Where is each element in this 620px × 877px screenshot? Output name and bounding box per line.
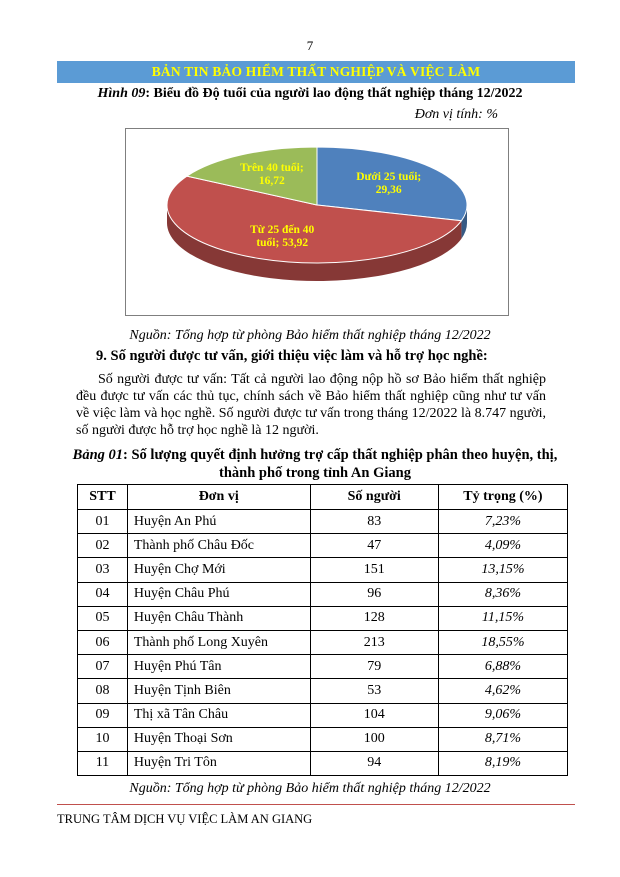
cell-unit: Thành phố Long Xuyên <box>127 630 310 654</box>
figure-unit: Đơn vị tính: % <box>414 107 498 122</box>
section-9-paragraph <box>76 371 546 439</box>
cell-unit: Huyện Tri Tôn <box>127 751 310 775</box>
table-row <box>78 558 568 582</box>
header-share: Tỷ trọng (%) <box>438 485 567 510</box>
cell-stt: 08 <box>78 679 128 703</box>
cell-unit: Huyện Phú Tân <box>127 655 310 679</box>
cell-unit: Huyện Châu Phú <box>127 582 310 606</box>
footer-organization: TRUNG TÂM DỊCH VỤ VIỆC LÀM AN GIANG <box>57 812 313 826</box>
cell-stt: 02 <box>78 534 128 558</box>
cell-count: 47 <box>310 534 438 558</box>
cell-count: 100 <box>310 727 438 751</box>
pie-label-2: Trên 40 tuổi; 16,72 <box>240 161 304 187</box>
cell-count: 104 <box>310 703 438 727</box>
cell-count: 96 <box>310 582 438 606</box>
bulletin-banner: BẢN TIN BẢO HIỂM THẤT NGHIỆP VÀ VIỆC LÀM <box>57 61 575 83</box>
cell-share: 13,15% <box>438 558 567 582</box>
cell-share: 9,06% <box>438 703 567 727</box>
cell-stt: 05 <box>78 606 128 630</box>
table-title-line2: thành phố trong tỉnh An Giang <box>219 465 411 481</box>
cell-unit: Thành phố Châu Đốc <box>127 534 310 558</box>
cell-count: 94 <box>310 751 438 775</box>
cell-count: 213 <box>310 630 438 654</box>
pie-svg <box>126 129 508 315</box>
cell-share: 4,62% <box>438 679 567 703</box>
table-label: Bảng 01 <box>72 447 124 463</box>
table-title-line1: : Số lượng quyết định hưởng trợ cấp thất nghiệp phân theo huyện, thị, <box>123 447 558 463</box>
cell-share: 18,55% <box>438 630 567 654</box>
cell-unit: Thị xã Tân Châu <box>127 703 310 727</box>
cell-stt: 09 <box>78 703 128 727</box>
pie-label-0: Dưới 25 tuổi; 29,36 <box>356 170 422 196</box>
header-count: Số người <box>310 485 438 510</box>
district-table <box>77 484 568 776</box>
table-row <box>78 703 568 727</box>
cell-stt: 06 <box>78 630 128 654</box>
table-row <box>78 630 568 654</box>
section-9-heading: 9. Số người được tư vấn, giới thiệu việc làm và hỗ trợ học nghề: <box>96 348 488 364</box>
cell-stt: 07 <box>78 655 128 679</box>
figure-label: Hình 09 <box>97 86 146 101</box>
figure-title-text: : Biểu đồ Độ tuổi của người lao động thất nghiệp tháng 12/2022 <box>145 86 523 101</box>
table-row <box>78 679 568 703</box>
cell-share: 8,71% <box>438 727 567 751</box>
table-row <box>78 727 568 751</box>
cell-share: 11,15% <box>438 606 567 630</box>
cell-stt: 04 <box>78 582 128 606</box>
cell-count: 128 <box>310 606 438 630</box>
pie-top-layer <box>167 147 467 263</box>
cell-count: 83 <box>310 510 438 534</box>
cell-share: 4,09% <box>438 534 567 558</box>
table-title <box>60 446 570 482</box>
header-stt: STT <box>78 485 128 510</box>
age-pie-chart <box>125 128 509 316</box>
cell-count: 79 <box>310 655 438 679</box>
cell-stt: 01 <box>78 510 128 534</box>
table-row <box>78 510 568 534</box>
table-source: Nguồn: Tổng hợp từ phòng Bảo hiểm thất nghiệp tháng 12/2022 <box>129 781 491 796</box>
table-header-row <box>78 485 568 510</box>
cell-share: 8,36% <box>438 582 567 606</box>
cell-count: 53 <box>310 679 438 703</box>
section-9-text: Số người được tư vấn: Tất cả người lao động nộp hồ sơ Bảo hiểm thất nghiệp đều được tư vấn các thủ tục, chính sách về Bảo hiểm thất nghiệp cũng như tư vấn về việc làm và học nghề. Số người được tư vấn trong tháng 12/2022 là 8.747 người, số người được hỗ trợ học nghề là 12 người. <box>76 372 546 438</box>
table-row <box>78 534 568 558</box>
cell-share: 7,23% <box>438 510 567 534</box>
cell-stt: 11 <box>78 751 128 775</box>
header-unit: Đơn vị <box>127 485 310 510</box>
cell-unit: Huyện Tịnh Biên <box>127 679 310 703</box>
cell-stt: 10 <box>78 727 128 751</box>
table-row <box>78 582 568 606</box>
page-number: 7 <box>306 38 314 53</box>
cell-stt: 03 <box>78 558 128 582</box>
chart-source: Nguồn: Tổng hợp từ phòng Bảo hiểm thất nghiệp tháng 12/2022 <box>129 328 491 343</box>
table-row <box>78 655 568 679</box>
cell-unit: Huyện An Phú <box>127 510 310 534</box>
figure-title <box>0 86 620 102</box>
table-row <box>78 606 568 630</box>
cell-share: 6,88% <box>438 655 567 679</box>
table-row <box>78 751 568 775</box>
footer-divider <box>57 804 575 805</box>
pie-label-1: Từ 25 đến 40 tuổi; 53,92 <box>250 224 315 250</box>
cell-share: 8,19% <box>438 751 567 775</box>
cell-unit: Huyện Chợ Mới <box>127 558 310 582</box>
cell-unit: Huyện Châu Thành <box>127 606 310 630</box>
cell-unit: Huyện Thoại Sơn <box>127 727 310 751</box>
cell-count: 151 <box>310 558 438 582</box>
